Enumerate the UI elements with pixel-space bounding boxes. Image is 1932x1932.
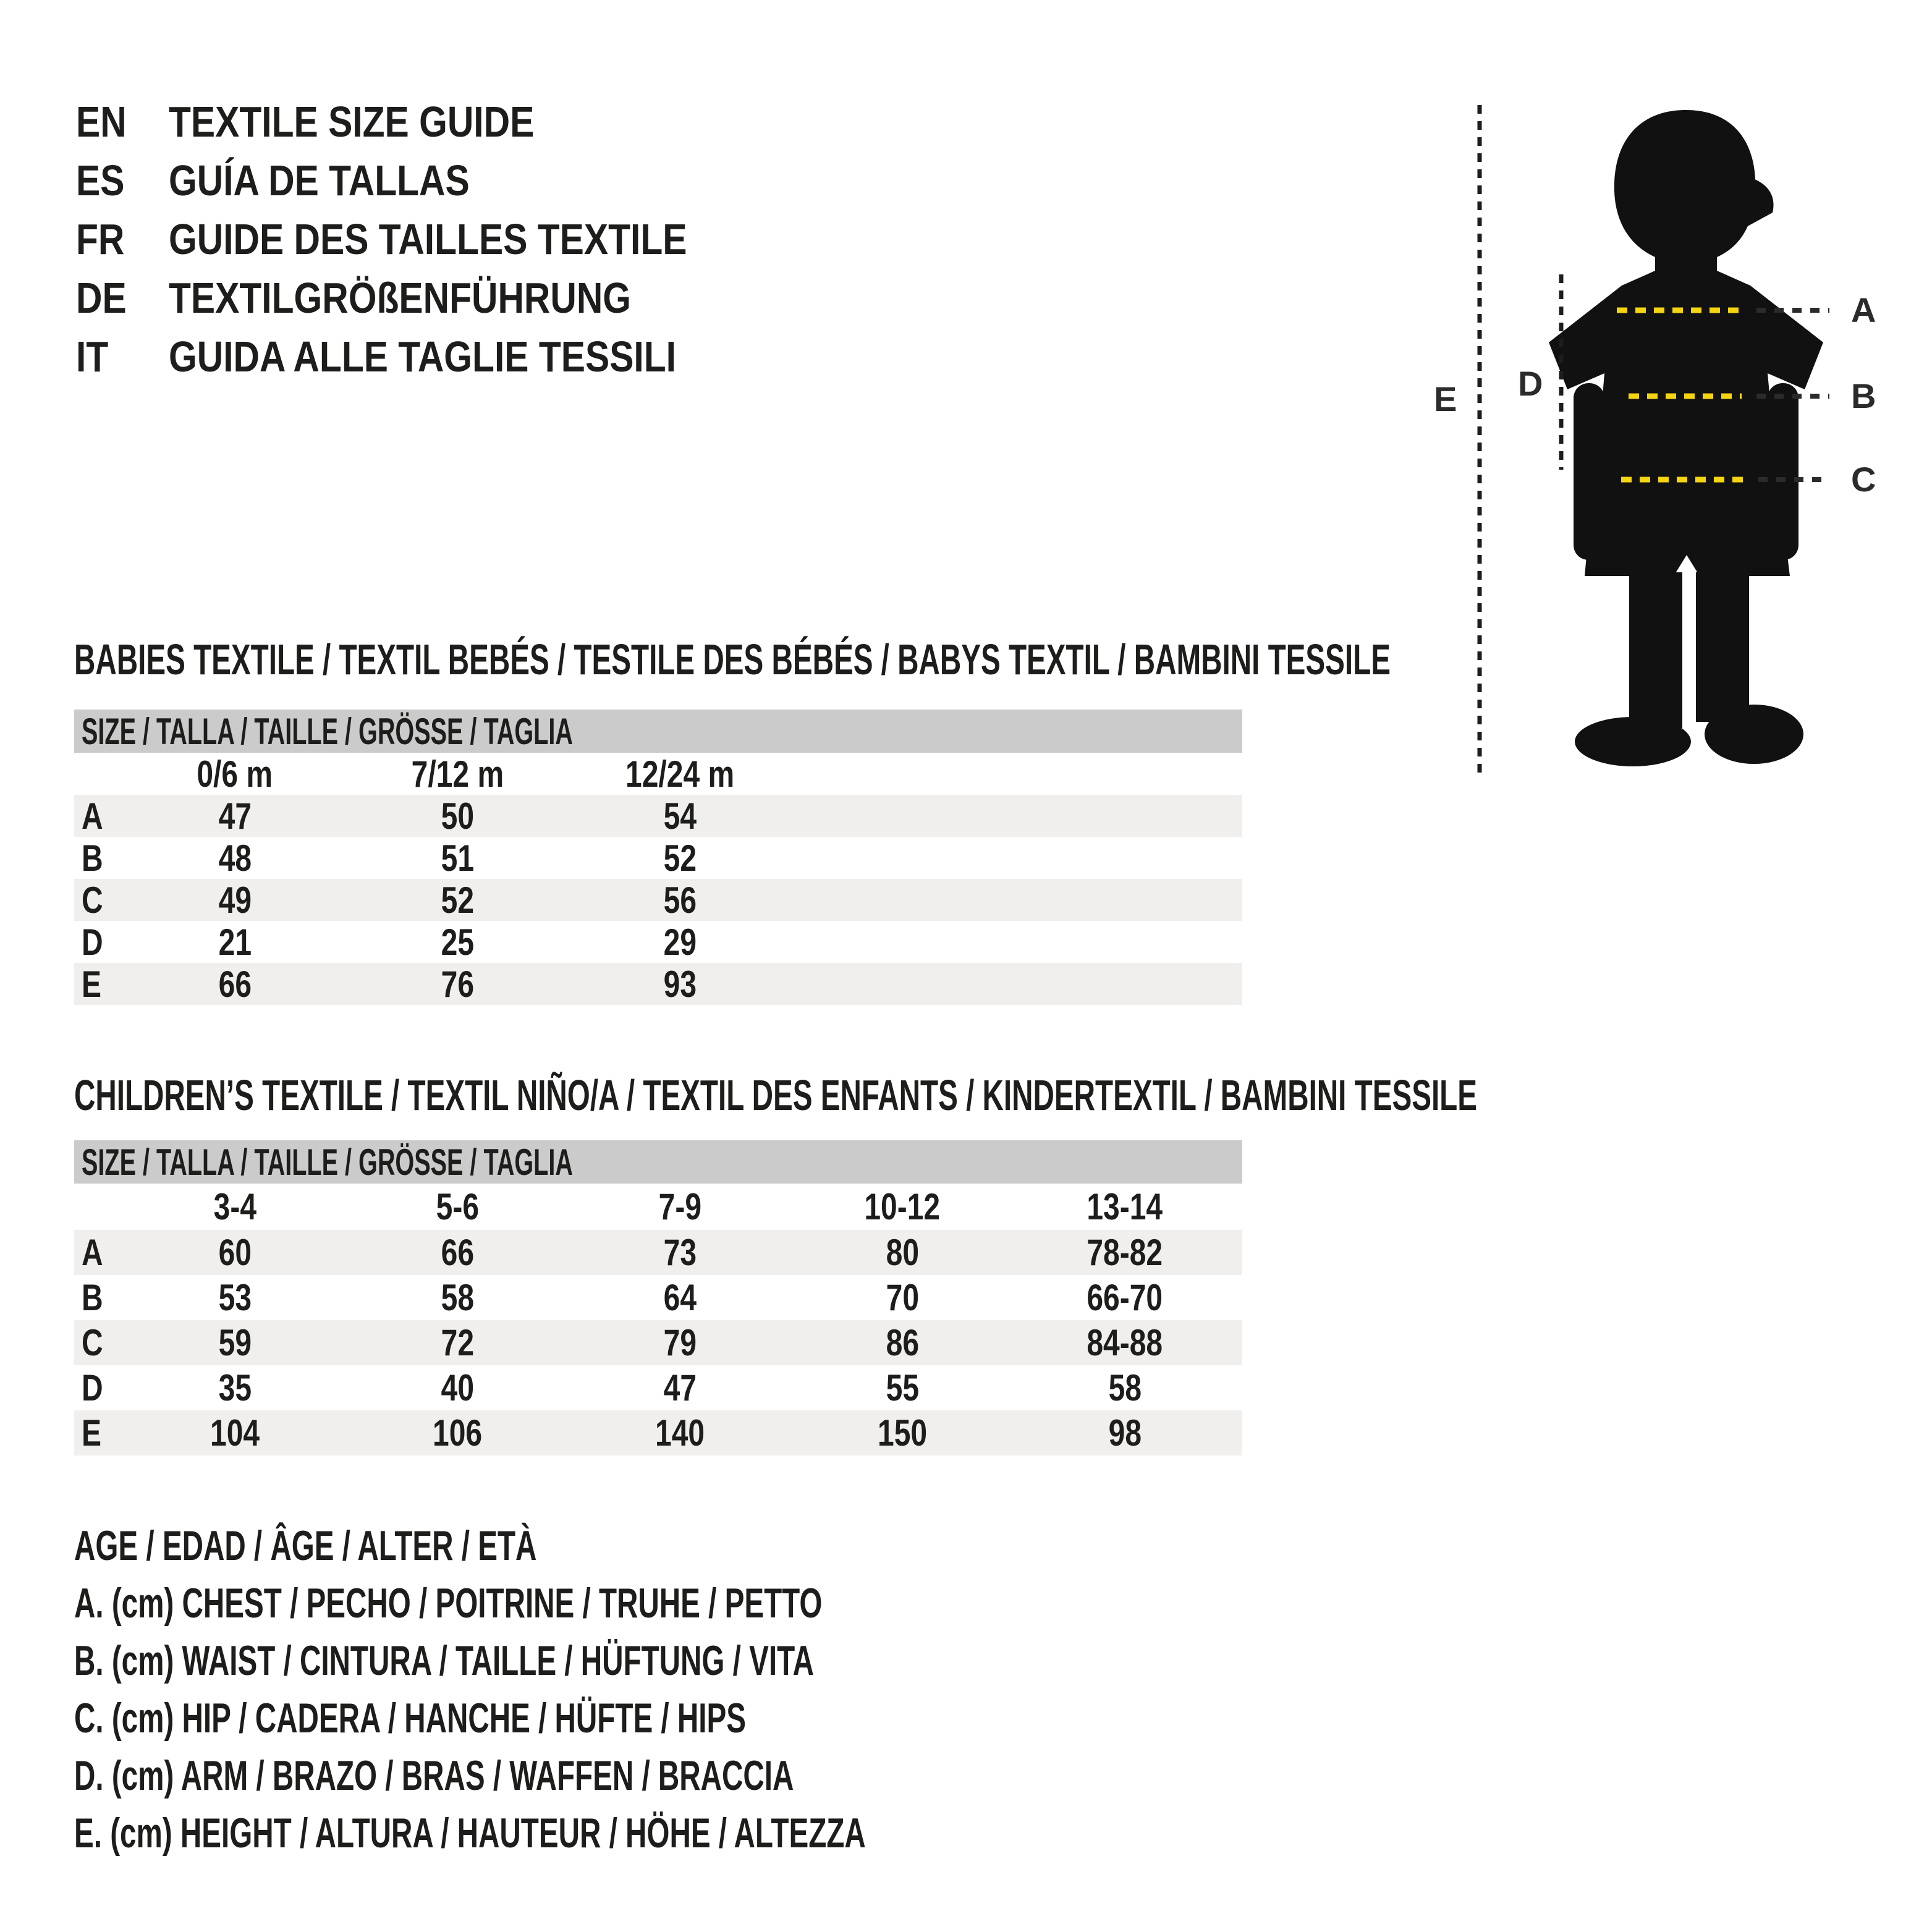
table-cell: 58 (441, 1277, 474, 1318)
table-row (74, 1275, 1242, 1320)
table-row (74, 837, 1242, 879)
row-label: A (82, 1232, 103, 1273)
table-cell: 104 (210, 1412, 260, 1454)
row-label: C (82, 1322, 103, 1363)
table-cell: 106 (432, 1412, 483, 1454)
label-waist-B: B (1851, 376, 1876, 415)
size-header-label: SIZE / TALLA / TAILLE / GRÖSSE / TAGLIA (82, 1141, 573, 1183)
title-row-fr (76, 215, 786, 276)
row-label: A (82, 795, 103, 837)
legend-arm: D. (cm) ARM / BRAZO / BRAS / WAFFEN / BRACCIA (74, 1752, 794, 1799)
measurement-diagram (1409, 74, 1932, 816)
table-row (74, 1365, 1242, 1410)
row-label: E (82, 1412, 102, 1454)
label-arm-D: D (1518, 364, 1543, 403)
table-cell: 49 (218, 879, 252, 921)
title-row-es (76, 156, 786, 218)
table-row (74, 879, 1242, 921)
table-cell: 53 (218, 1277, 252, 1318)
table-cell: 98 (1108, 1412, 1142, 1454)
table-cell: 150 (877, 1412, 928, 1454)
column-header: 7/12 m (411, 753, 504, 795)
page-title-it: GUIDA ALLE TAGLIE TESSILI (169, 333, 677, 381)
row-label: D (82, 1367, 103, 1409)
table-cell: 50 (441, 795, 474, 837)
language-code: FR (76, 215, 125, 263)
table-cell: 52 (441, 879, 474, 921)
babies-table-header-bar (74, 710, 1242, 753)
table-cell: 80 (886, 1232, 919, 1273)
row-label: E (82, 963, 102, 1005)
babies-section-heading: BABIES TEXTILE / TEXTIL BEBÉS / TESTILE DES BÉBÉS / BABYS TEXTIL / BAMBINI TESSILE (74, 635, 1391, 684)
legend-chest: A. (cm) CHEST / PECHO / POITRINE / TRUHE / PETTO (74, 1580, 823, 1627)
table-cell: 76 (441, 963, 474, 1005)
table-cell: 140 (655, 1412, 705, 1454)
table-row (74, 795, 1242, 837)
language-code: IT (76, 333, 109, 381)
column-header: 3-4 (213, 1186, 256, 1227)
column-header: 13-14 (1087, 1186, 1163, 1227)
language-code: ES (76, 156, 125, 205)
table-cell: 78-82 (1087, 1232, 1163, 1273)
legend-height: E. (cm) HEIGHT / ALTURA / HAUTEUR / HÖHE / ALTEZZA (74, 1810, 866, 1857)
table-cell: 25 (441, 921, 474, 963)
table-cell: 47 (663, 1367, 697, 1409)
table-cell: 93 (663, 963, 697, 1005)
table-row (74, 921, 1242, 963)
row-label: D (82, 921, 103, 963)
column-header: 0/6 m (197, 753, 273, 795)
table-cell: 47 (218, 795, 252, 837)
table-cell: 51 (441, 837, 474, 879)
measurement-legend (74, 1522, 1205, 1870)
table-cell: 56 (663, 879, 697, 921)
babies-size-table (74, 710, 1242, 1005)
column-header: 10-12 (864, 1186, 941, 1227)
page-title-fr: GUIDE DES TAILLES TEXTILE (169, 215, 687, 263)
table-row (74, 1320, 1242, 1365)
column-header: 12/24 m (625, 753, 735, 795)
table-row (74, 963, 1242, 1005)
table-cell: 59 (218, 1322, 252, 1363)
table-cell: 66 (441, 1232, 474, 1273)
page-title-es: GUÍA DE TALLAS (169, 156, 470, 205)
table-cell: 35 (218, 1367, 252, 1409)
table-cell: 66 (218, 963, 252, 1005)
size-header-label: SIZE / TALLA / TAILLE / GRÖSSE / TAGLIA (82, 710, 573, 752)
children-table-header-bar (74, 1140, 1242, 1184)
children-column-header-row (74, 1184, 1242, 1230)
legend-age: AGE / EDAD / ÂGE / ALTER / ETÀ (74, 1522, 537, 1569)
babies-column-header-row (74, 753, 1242, 795)
table-cell: 60 (218, 1232, 252, 1273)
table-cell: 73 (663, 1232, 697, 1273)
row-label: B (82, 837, 103, 879)
label-height-E: E (1434, 379, 1457, 418)
table-cell: 84-88 (1087, 1322, 1163, 1363)
children-size-table (74, 1140, 1242, 1455)
children-section-heading: CHILDREN’S TEXTILE / TEXTIL NIÑO/A / TEXTIL DES ENFANTS / KINDERTEXTIL / BAMBINI TESSILE (74, 1071, 1477, 1119)
table-cell: 70 (886, 1277, 919, 1318)
column-header: 7-9 (658, 1186, 701, 1227)
table-cell: 29 (663, 921, 697, 963)
table-cell: 58 (1108, 1367, 1142, 1409)
label-chest-A: A (1851, 290, 1876, 329)
title-row-en (76, 100, 786, 159)
label-hip-C: C (1851, 460, 1876, 499)
table-cell: 52 (663, 837, 697, 879)
row-label: B (82, 1277, 103, 1318)
language-title-block (76, 100, 786, 394)
table-cell: 79 (663, 1322, 697, 1363)
table-cell: 66-70 (1087, 1277, 1163, 1318)
table-cell: 48 (218, 837, 252, 879)
title-row-de (76, 276, 786, 335)
page-title: TEXTILE SIZE GUIDE (169, 98, 535, 146)
table-cell: 64 (663, 1277, 697, 1318)
row-label: C (82, 879, 103, 921)
table-cell: 55 (886, 1367, 919, 1409)
title-row-it (76, 335, 786, 394)
table-row (74, 1410, 1242, 1455)
table-cell: 21 (218, 921, 252, 963)
legend-hip: C. (cm) HIP / CADERA / HANCHE / HÜFTE / HIPS (74, 1695, 746, 1742)
table-cell: 72 (441, 1322, 474, 1363)
legend-waist: B. (cm) WAIST / CINTURA / TAILLE / HÜFTUNG / VITA (74, 1637, 814, 1684)
page-title-de: TEXTILGRÖßENFÜHRUNG (169, 274, 632, 322)
table-row (74, 1230, 1242, 1275)
language-code: EN (76, 98, 127, 146)
table-cell: 54 (663, 795, 697, 837)
table-cell: 86 (886, 1322, 919, 1363)
language-code: DE (76, 274, 127, 322)
table-cell: 40 (441, 1367, 474, 1409)
column-header: 5-6 (436, 1186, 479, 1227)
